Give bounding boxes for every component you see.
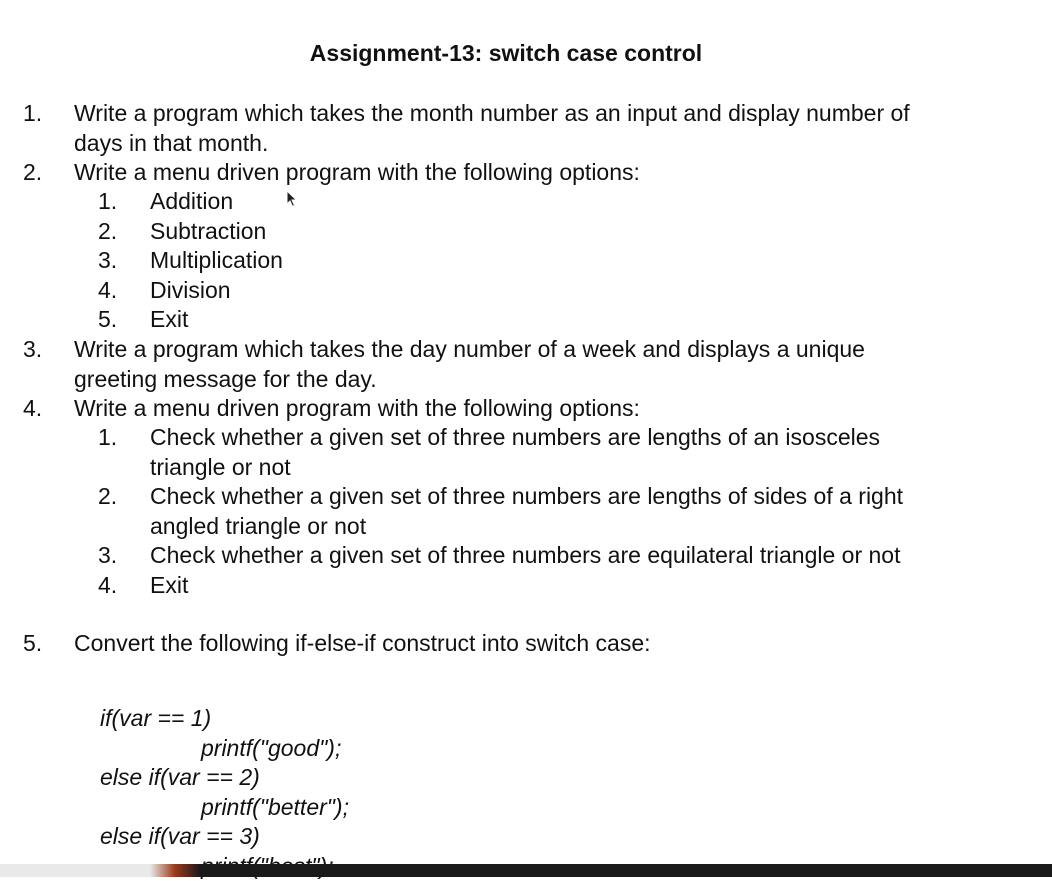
- sub-list-text: Subtraction: [150, 218, 267, 244]
- mouse-pointer-icon: [286, 190, 298, 208]
- sub-list-item: [0, 276, 600, 306]
- list-item-2: [0, 158, 1052, 188]
- list-text: Convert the following if-else-if construct into switch case:: [74, 630, 651, 656]
- list-number: 5.: [23, 630, 43, 656]
- sub-list-item: [0, 482, 1052, 541]
- sub-list-number: 2.: [98, 218, 118, 244]
- list-text: Write a menu driven program with the following options:: [74, 395, 640, 421]
- bottom-bar: [0, 864, 1052, 877]
- sub-list-text: triangle or not: [150, 453, 291, 480]
- sub-list-number: 4.: [98, 277, 118, 303]
- sub-list-text: Check whether a given set of three numbers are lengths of an isosceles: [150, 424, 881, 450]
- sub-list-number: 3.: [98, 542, 118, 568]
- code-line: if(var == 1): [100, 705, 212, 731]
- code-line: else if(var == 2): [100, 764, 260, 790]
- list-text: Write a menu driven program with the following options:: [74, 159, 640, 185]
- code-line: printf("better");: [201, 794, 349, 820]
- sub-list-item: [0, 541, 1052, 571]
- sub-list-number: 5.: [98, 306, 118, 332]
- sub-list-number: 2.: [98, 483, 118, 509]
- list-text: days in that month.: [74, 129, 269, 156]
- sub-list-number: 4.: [98, 572, 118, 598]
- list-item-5: [0, 629, 1052, 659]
- sub-list-text: Exit: [150, 306, 189, 332]
- sub-list-text: Multiplication: [150, 247, 283, 273]
- list-text: Write a program which takes the day number of a week and displays a unique: [74, 336, 865, 362]
- sub-list-item: [0, 187, 600, 217]
- sub-list-item: [0, 246, 600, 276]
- list-text: greeting message for the day.: [74, 365, 377, 392]
- list-item-4: [0, 394, 1052, 424]
- sub-list-item: [0, 423, 1052, 482]
- sub-list-item: [0, 571, 600, 601]
- sub-list-number: 1.: [98, 188, 118, 214]
- code-line: printf("good");: [201, 735, 342, 761]
- list-number: 2.: [23, 159, 43, 185]
- sub-list-text: angled triangle or not: [150, 512, 367, 539]
- sub-list-item: [0, 305, 600, 335]
- list-number: 1.: [23, 100, 43, 126]
- list-text: Write a program which takes the month number as an input and display number of: [74, 100, 910, 126]
- list-number: 3.: [23, 336, 43, 362]
- sub-list-text: Division: [150, 277, 231, 303]
- sub-list-number: 1.: [98, 424, 118, 450]
- sub-list-number: 3.: [98, 247, 118, 273]
- list-number: 4.: [23, 395, 43, 421]
- sub-list-item: [0, 217, 600, 247]
- page-title: Assignment-13: switch case control: [309, 40, 703, 66]
- sub-list-text: Exit: [150, 572, 189, 598]
- sub-list-text: Check whether a given set of three numbers are lengths of sides of a right: [150, 483, 904, 509]
- sub-list-text: Check whether a given set of three numbers are equilateral triangle or not: [150, 542, 901, 568]
- list-item-1: [0, 99, 1052, 158]
- code-line: else if(var == 3): [100, 823, 260, 849]
- list-item-3: [0, 335, 1052, 394]
- sub-list-text: Addition: [150, 188, 234, 214]
